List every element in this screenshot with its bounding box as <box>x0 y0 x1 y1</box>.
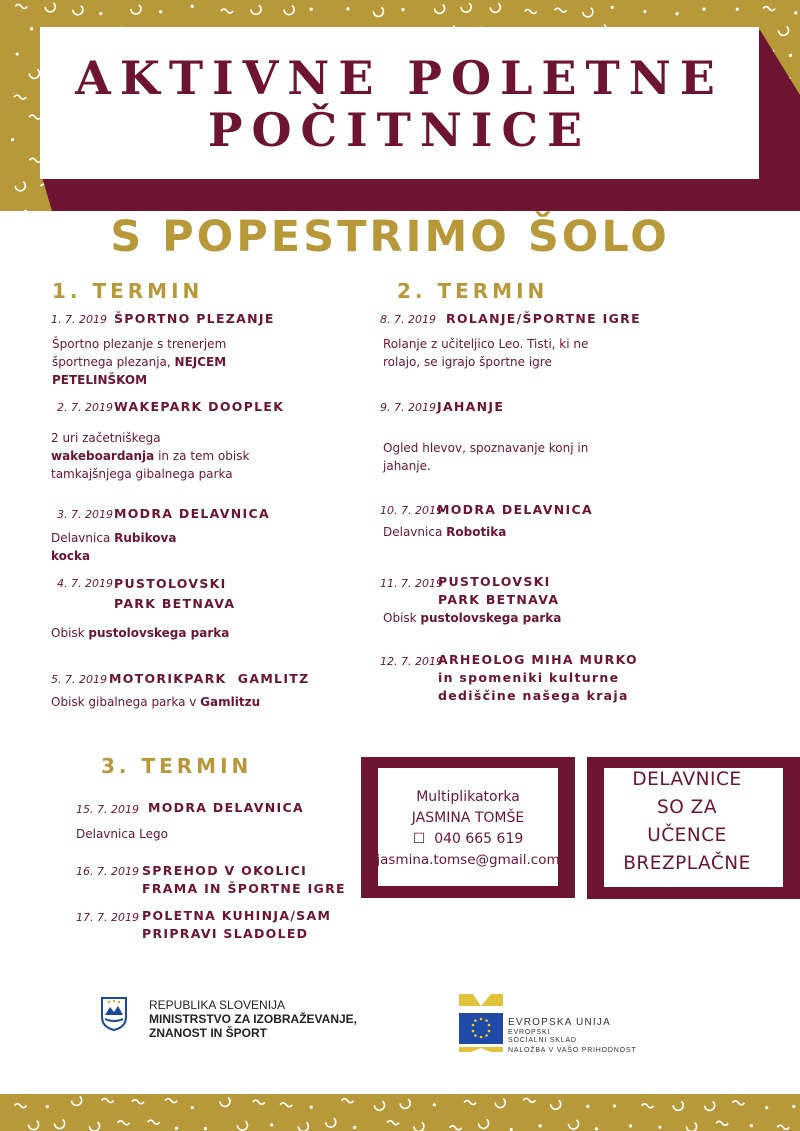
term1-desc-5: Obisk gibalnega parka v Gamlitzu <box>51 695 261 709</box>
term1-activity-1: ŠPORTNO PLEZANJE <box>114 311 275 326</box>
eu-line3: SOCIALNI SKLAD <box>508 1037 577 1044</box>
term1-date-2: 2. 7. 2019 <box>57 401 113 414</box>
pattern-mark <box>191 1106 194 1109</box>
pattern-mark <box>658 1126 661 1129</box>
contact-phone-line <box>370 829 566 850</box>
pattern-mark <box>400 1099 410 1108</box>
pattern-mark <box>595 1127 598 1130</box>
pattern-mark <box>716 1121 728 1125</box>
pattern-mark <box>551 1100 561 1109</box>
term1-activity-2: WAKEPARK DOOPLEK <box>114 399 285 414</box>
pattern-mark <box>792 1105 795 1108</box>
pattern-mark <box>118 1121 130 1125</box>
slovenia-coat-of-arms-icon <box>101 997 127 1031</box>
pattern-mark <box>102 1098 114 1102</box>
term2-desc-3: Delavnica Robotika <box>383 525 507 539</box>
pattern-mark <box>353 1126 356 1129</box>
term2-date-2: 9. 7. 2019 <box>380 401 436 414</box>
term1-date-4: 4. 7. 2019 <box>57 577 113 590</box>
pattern-mark <box>629 1124 632 1127</box>
term2-activity-5: ARHEOLOG MIHA MURKO in spomeniki kulturne dediščine našega kraja <box>438 652 638 703</box>
pattern-mark <box>705 1101 715 1110</box>
pattern-mark <box>586 1105 589 1108</box>
term2-date-3: 10. 7. 2019 <box>380 504 443 517</box>
pattern-mark <box>55 1120 65 1129</box>
pattern-mark <box>148 1120 160 1124</box>
term1-desc-3: Delavnica Rubikova kocka <box>51 531 177 563</box>
pattern-mark <box>29 1121 39 1130</box>
eu-flag-logo-icon <box>457 992 505 1054</box>
pattern-mark <box>310 1106 313 1109</box>
term1-date-5: 5. 7. 2019 <box>51 673 107 686</box>
pattern-mark <box>523 1098 535 1102</box>
squiggle-pattern-bottom <box>0 1094 800 1131</box>
pattern-mark <box>673 1101 683 1110</box>
pattern-mark <box>687 1123 697 1131</box>
contact-role: Multiplikatorka <box>416 789 520 805</box>
pattern-mark <box>433 1103 436 1106</box>
pattern-mark <box>538 1124 541 1127</box>
term3-desc-1: Delavnica Lego <box>76 827 168 841</box>
pattern-mark <box>387 1121 399 1125</box>
term2-desc-4: Obisk pustolovskega parka <box>383 611 562 625</box>
pattern-mark <box>495 1099 505 1108</box>
pattern-mark <box>175 1127 178 1130</box>
term1-activity-5: MOTORIKPARK GAMLITZ <box>109 671 310 686</box>
term3-heading: 3. TERMIN <box>101 754 253 778</box>
contact-phone[interactable]: 040 665 619 <box>434 831 524 847</box>
pattern-mark <box>89 1122 99 1131</box>
pattern-mark <box>450 1126 462 1130</box>
term3-date-2: 16. 7. 2019 <box>76 865 139 878</box>
bottom-pattern-band <box>0 1094 800 1131</box>
term2-heading: 2. TERMIN <box>397 279 549 303</box>
pattern-mark <box>220 1097 230 1106</box>
pattern-mark <box>270 1123 273 1126</box>
ministry-line1: REPUBLIKA SLOVENIJA <box>149 998 286 1012</box>
term2-date-5: 12. 7. 2019 <box>380 655 443 668</box>
pattern-mark <box>732 1101 744 1105</box>
term3-activity-1: MODRA DELAVNICA <box>148 800 304 815</box>
term2-activity-4: PUSTOLOVSKI PARK BETNAVA <box>438 574 560 607</box>
pattern-mark <box>342 1099 354 1103</box>
subtitle: S POPESTRIMO ŠOLO <box>110 212 670 262</box>
term3-activity-3: POLETNA KUHINJA/SAM PRIPRAVI SLADOLED <box>142 908 332 941</box>
pattern-mark <box>765 1106 768 1109</box>
term2-activity-3: MODRA DELAVNICA <box>437 502 593 517</box>
term3-activity-2: SPREHOD V OKOLICI FRAMA IN ŠPORTNE IGRE <box>142 863 346 896</box>
term1-activity-3: MODRA DELAVNICA <box>114 506 270 521</box>
term1-desc-1: Športno plezanje s trenerjem športnega plezanja, NEJCEM PETELINŠKOM <box>52 337 227 387</box>
term2-desc-1: Rolanje z učiteljico Leo. Tisti, ki ne rolajo, se igrajo športne igre <box>383 337 589 369</box>
pattern-mark <box>777 1125 789 1129</box>
eu-line1: EVROPSKA UNIJA <box>508 1017 611 1028</box>
pattern-mark <box>298 1122 308 1131</box>
ministry-line2: MINISTRSTVO ZA IZOBRAŽEVANJE, <box>149 1012 358 1026</box>
pattern-mark <box>613 1104 616 1107</box>
ministry-line3: ZNANOST IN ŠPORT <box>149 1026 268 1040</box>
pattern-mark <box>568 1120 578 1129</box>
term2-date-1: 8. 7. 2019 <box>380 313 436 326</box>
pattern-mark <box>46 1105 49 1108</box>
page-title: AKTIVNE POLETNE POČITNICE <box>75 51 724 157</box>
term1-date-1: 1. 7. 2019 <box>51 313 107 326</box>
pattern-mark <box>374 1101 384 1110</box>
term1-desc-2: 2 uri začetniškega wakeboardanja in za tem obisk tamkajšnjega gibalnega parka <box>51 431 250 481</box>
pattern-mark <box>326 1118 336 1127</box>
term1-date-3: 3. 7. 2019 <box>57 508 113 521</box>
term2-activity-1: ROLANJE/ŠPORTNE IGRE <box>446 311 641 326</box>
pattern-mark <box>237 1121 247 1130</box>
pattern-mark <box>14 1104 26 1108</box>
phone-icon: ☐ <box>412 831 426 847</box>
eu-line4: NALOŽBA V VAŠO PRIHODNOST <box>508 1047 637 1054</box>
pattern-mark <box>132 1100 144 1104</box>
contact-name: JASMINA TOMŠE <box>411 810 525 826</box>
term1-heading: 1. TERMIN <box>52 279 204 303</box>
pattern-mark <box>464 1101 476 1105</box>
term1-activity-4: PUSTOLOVSKI PARK BETNAVA <box>114 576 236 611</box>
term3-date-3: 17. 7. 2019 <box>76 911 139 924</box>
ministry-logo-text <box>149 998 357 1040</box>
pattern-mark <box>479 1119 489 1128</box>
pattern-mark <box>253 1100 265 1104</box>
eu-line2: EVROPSKI <box>508 1029 551 1036</box>
term3-date-1: 15. 7. 2019 <box>76 803 139 816</box>
contact-info <box>370 787 566 871</box>
pattern-mark <box>642 1104 654 1108</box>
pattern-mark <box>414 1122 424 1131</box>
pattern-mark <box>72 1096 82 1105</box>
pattern-mark <box>750 1124 753 1127</box>
pattern-mark <box>280 1103 292 1107</box>
pattern-mark <box>165 1099 177 1103</box>
term2-activity-2: JAHANJE <box>437 399 505 414</box>
pattern-mark <box>204 1127 207 1130</box>
term1-desc-4: Obisk pustolovskega parka <box>51 626 230 640</box>
contact-email[interactable]: jasmina.tomse@gmail.com <box>376 852 560 868</box>
free-note: DELAVNICE SO ZA UČENCE BREZPLAČNE <box>623 769 751 874</box>
term2-date-4: 11. 7. 2019 <box>380 577 443 590</box>
term2-desc-2: Ogled hlevov, spoznavanje konj in jahanje. <box>383 441 589 473</box>
